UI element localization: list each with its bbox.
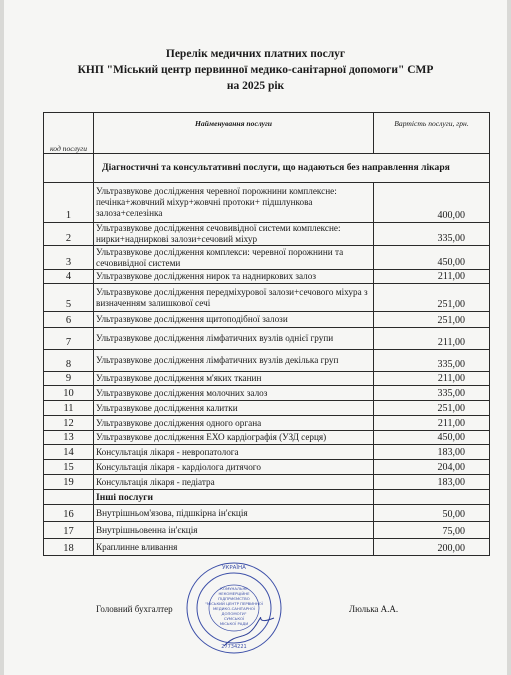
service-code: 3 xyxy=(44,246,94,270)
service-price: 251,00 xyxy=(374,312,490,328)
service-price: 200,00 xyxy=(374,539,490,556)
service-code: 6 xyxy=(44,312,94,328)
service-code: 16 xyxy=(44,505,94,522)
table-row xyxy=(44,431,490,445)
service-code: 5 xyxy=(44,284,94,312)
svg-text:СУМСЬКОЇ: СУМСЬКОЇ xyxy=(223,616,245,621)
service-name: Ультразвукове дослідження м'яких тканин xyxy=(94,372,374,386)
service-price: 183,00 xyxy=(374,445,490,460)
title-line-1: Перелік медичних платних послуг xyxy=(165,48,346,60)
accountant-name: Люлька А.А. xyxy=(349,604,399,614)
svg-text:МІСЬКОЇ РАДИ: МІСЬКОЇ РАДИ xyxy=(219,621,249,626)
service-name: Ультразвукове дослідження лімфатичних вузлів однієї групи xyxy=(94,328,374,350)
service-code: 15 xyxy=(44,460,94,475)
table-row xyxy=(44,401,490,416)
table-row xyxy=(44,505,490,522)
svg-text:27734221: 27734221 xyxy=(221,644,247,650)
service-code: 17 xyxy=(44,522,94,539)
service-name: Ультразвукове дослідження одного органа xyxy=(94,416,374,431)
table-row xyxy=(44,372,490,386)
service-price: 211,00 xyxy=(374,270,490,284)
table-row xyxy=(44,312,490,328)
service-name: Ультразвукове дослідження комплекси: черевної порожнини та сечовивідної системи xyxy=(94,246,374,270)
service-name: Ультразвукове дослідження нирок та надниркових залоз xyxy=(94,270,374,284)
service-price: 50,00 xyxy=(374,505,490,522)
service-price: 211,00 xyxy=(374,328,490,350)
service-code: 13 xyxy=(44,431,94,445)
service-name: Краплинне вливання xyxy=(94,539,374,556)
service-code: 11 xyxy=(44,401,94,416)
table-row xyxy=(44,284,490,312)
service-name: Ультразвукове дослідження лімфатичних вузлів декількa груп xyxy=(94,350,374,372)
service-code: 19 xyxy=(44,475,94,490)
section-row-other xyxy=(44,490,490,505)
table-row xyxy=(44,246,490,270)
svg-text:УКРАЇНА: УКРАЇНА xyxy=(222,565,246,571)
service-price: 204,00 xyxy=(374,460,490,475)
table-row xyxy=(44,350,490,372)
service-price: 400,00 xyxy=(374,183,490,223)
service-price: 251,00 xyxy=(374,401,490,416)
table-row xyxy=(44,386,490,401)
service-name: Ультразвукове дослідження калитки xyxy=(94,401,374,416)
section-row-diagnostic xyxy=(44,154,490,183)
section-title-diagnostic: Діагностичні та консультативні послуги, що надаються без направлення лікаря xyxy=(94,154,490,183)
document-title xyxy=(4,46,507,94)
service-name: Ультразвукове дослідження черевної порожнини комплексне: печінка+жовчний міхур+жовчні протоки+ підшлункова залоза+селезінка xyxy=(94,183,374,223)
table-row xyxy=(44,223,490,246)
service-name: Консультація лікаря - кардіолога дитячого xyxy=(94,460,374,475)
service-code: 8 xyxy=(44,350,94,372)
svg-text:ПІДПРИЄМСТВО: ПІДПРИЄМСТВО xyxy=(218,596,250,601)
service-name: Ультразвукове дослідження сечовивідної системи комплексне: нирки+надниркові залози+сечовий міхур xyxy=(94,223,374,246)
service-code: 10 xyxy=(44,386,94,401)
service-price: 335,00 xyxy=(374,350,490,372)
service-name: Внутрішньом'язова, підшкірна ін'єкція xyxy=(94,505,374,522)
table-row xyxy=(44,522,490,539)
table-row xyxy=(44,445,490,460)
service-price: 335,00 xyxy=(374,386,490,401)
svg-text:КОМУНАЛЬНЕ: КОМУНАЛЬНЕ xyxy=(220,586,248,591)
accountant-position: Головний бухгалтер xyxy=(96,604,173,614)
col-header-code: код послуги xyxy=(44,113,94,154)
document-page xyxy=(4,0,507,675)
service-code: 9 xyxy=(44,372,94,386)
table-row xyxy=(44,460,490,475)
title-line-2: КНП "Міський центр первинної медико-санітарної допомоги" СМР xyxy=(77,64,434,76)
service-code: 4 xyxy=(44,270,94,284)
service-name: Ультразвукове дослідження ЕХО кардіографія (УЗД серця) xyxy=(94,431,374,445)
service-code: 12 xyxy=(44,416,94,431)
table-header-row xyxy=(44,113,490,154)
table-row xyxy=(44,539,490,556)
service-code: 2 xyxy=(44,223,94,246)
table-row xyxy=(44,328,490,350)
title-line-3: на 2025 рік xyxy=(226,80,285,92)
service-price: 75,00 xyxy=(374,522,490,539)
table-row xyxy=(44,270,490,284)
table-row xyxy=(44,183,490,223)
section-title-other: Інші послуги xyxy=(94,490,374,505)
service-name: Консультація лікаря - невропатолога xyxy=(94,445,374,460)
table-row xyxy=(44,416,490,431)
col-header-name: Найменування послуги xyxy=(94,113,374,154)
table-row xyxy=(44,475,490,490)
service-name: Внутрішньовенна ін'єкція xyxy=(94,522,374,539)
service-code: 7 xyxy=(44,328,94,350)
service-price: 450,00 xyxy=(374,431,490,445)
service-price: 183,00 xyxy=(374,475,490,490)
price-table xyxy=(43,112,490,556)
service-price: 211,00 xyxy=(374,372,490,386)
service-name: Ультразвукове дослідження молочних залоз xyxy=(94,386,374,401)
service-price: 251,00 xyxy=(374,284,490,312)
service-name: Ультразвукове дослідження передміхурової залози+сечового міхура з визначенням залишкової сечі xyxy=(94,284,374,312)
service-name: Ультразвукове дослідження щитоподібної залози xyxy=(94,312,374,328)
service-code: 14 xyxy=(44,445,94,460)
service-name: Консультація лікаря - педіатра xyxy=(94,475,374,490)
official-stamp xyxy=(184,560,284,656)
service-code: 1 xyxy=(44,183,94,223)
svg-text:"МІСЬКИЙ ЦЕНТР ПЕРВИННОЇ: "МІСЬКИЙ ЦЕНТР ПЕРВИННОЇ xyxy=(205,601,263,606)
service-price: 211,00 xyxy=(374,416,490,431)
svg-text:ДОПОМОГИ": ДОПОМОГИ" xyxy=(221,611,247,616)
service-code: 18 xyxy=(44,539,94,556)
svg-text:НЕКОМЕРЦІЙНЕ: НЕКОМЕРЦІЙНЕ xyxy=(218,591,250,596)
col-header-price: Вартість послуги, грн. xyxy=(374,113,490,154)
service-price: 335,00 xyxy=(374,223,490,246)
service-price: 450,00 xyxy=(374,246,490,270)
svg-text:МЕДИКО-САНІТАРНОЇ: МЕДИКО-САНІТАРНОЇ xyxy=(213,606,255,611)
